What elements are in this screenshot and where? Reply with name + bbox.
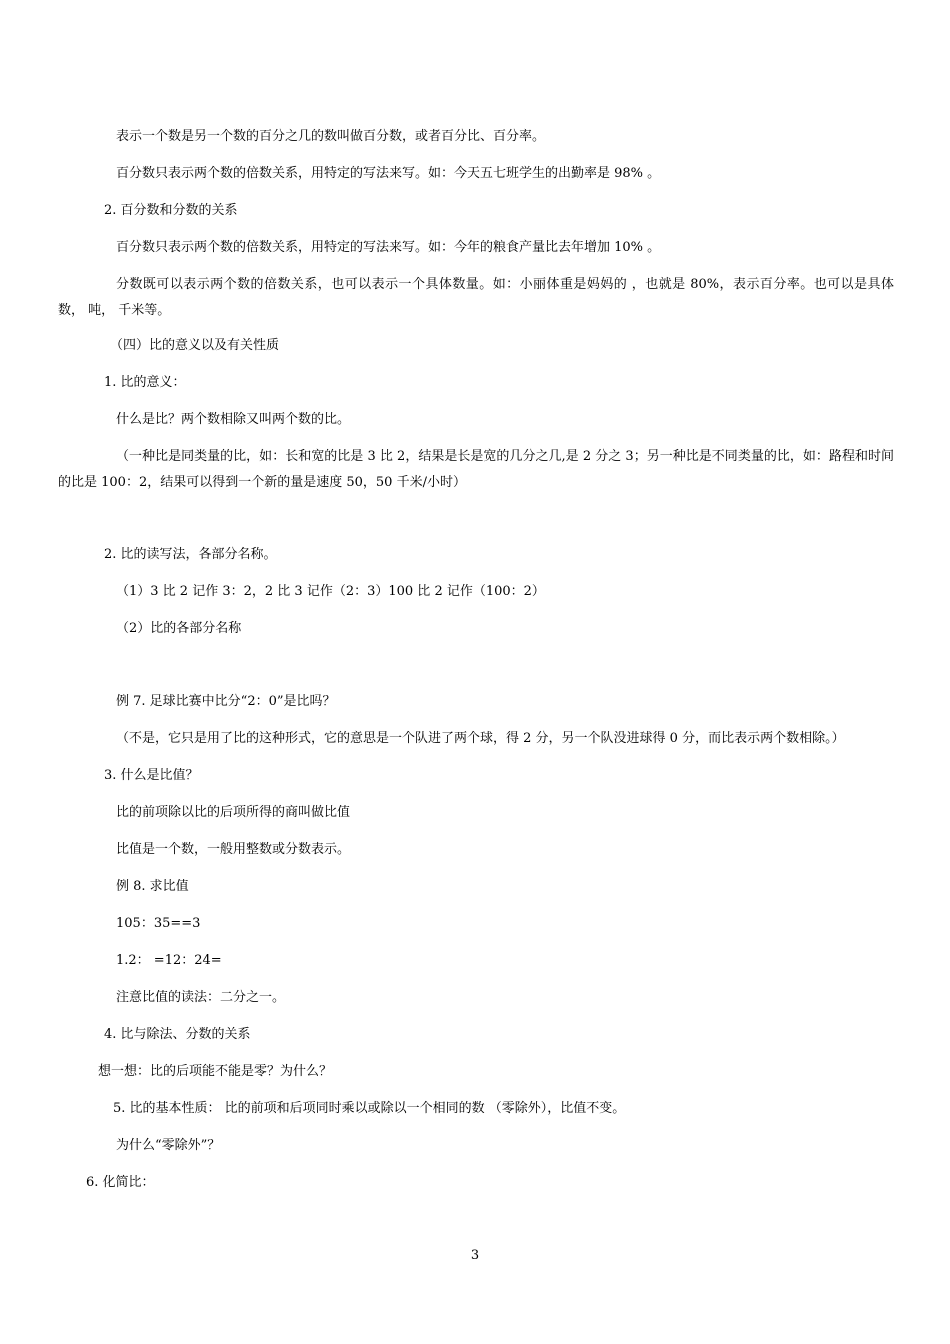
paragraph: 为什么“零除外”？ bbox=[116, 1138, 221, 1153]
paragraph: 比值是一个数，一般用整数或分数表示。 bbox=[116, 842, 351, 857]
page-number: 3 bbox=[470, 1248, 480, 1263]
paragraph: 1.2： =12：24= bbox=[116, 953, 222, 968]
paragraph: 注意比值的读法：二分之一。 bbox=[116, 990, 286, 1005]
paragraph: 分数既可以表示两个数的倍数关系，也可以表示一个具体数量。如：小丽体重是妈妈的 ，也就是 80%，表示百分率。也可以是具体数， 吨， 千米等。 bbox=[58, 277, 894, 318]
paragraph: （1）3 比 2 记作 3：2，2 比 3 记作（2：3）100 比 2 记作（100：2） bbox=[116, 584, 545, 599]
section-heading: 6. 化简比： bbox=[86, 1175, 155, 1190]
section-heading: （四）比的意义以及有关性质 bbox=[110, 338, 280, 353]
section-heading: 2. 比的读写法，各部分名称。 bbox=[104, 547, 277, 562]
paragraph: 例 7. 足球比赛中比分“2：0”是比吗？ bbox=[116, 694, 336, 709]
paragraph: （2）比的各部分名称 bbox=[116, 621, 242, 636]
paragraph: 百分数只表示两个数的倍数关系，用特定的写法来写。如：今天五七班学生的出勤率是 98% 。 bbox=[116, 166, 661, 181]
paragraph: 什么是比？两个数相除又叫两个数的比。 bbox=[116, 412, 351, 427]
paragraph: 百分数只表示两个数的倍数关系，用特定的写法来写。如：今年的粮食产量比去年增加 10% 。 bbox=[116, 240, 661, 255]
section-heading: 4. 比与除法、分数的关系 bbox=[104, 1027, 251, 1042]
paragraph: 想一想：比的后项能不能是零？为什么？ bbox=[98, 1064, 333, 1079]
section-heading: 3. 什么是比值？ bbox=[104, 768, 199, 783]
paragraph: 表示一个数是另一个数的百分之几的数叫做百分数，或者百分比、百分率。 bbox=[116, 129, 546, 144]
section-heading: 5. 比的基本性质： 比的前项和后项同时乘以或除以一个相同的数 （零除外），比值不变。 bbox=[113, 1101, 626, 1116]
paragraph: 105：35==3 bbox=[116, 916, 201, 931]
paragraph: 例 8. 求比值 bbox=[116, 879, 189, 894]
paragraph: （一种比是同类量的比，如：长和宽的比是 3 比 2，结果是长是宽的几分之几,是 2 分之 3；另一种比是不同类量的比，如：路程和时间的比是 100：2，结果可以得到一个新的量是速度 50，50 千米/小时） bbox=[58, 449, 894, 490]
section-heading: 2. 百分数和分数的关系 bbox=[104, 203, 238, 218]
paragraph: 比的前项除以比的后项所得的商叫做比值 bbox=[116, 805, 351, 820]
section-heading: 1. 比的意义： bbox=[104, 375, 186, 390]
paragraph: （不是，它只是用了比的这种形式，它的意思是一个队进了两个球，得 2 分，另一个队没进球得 0 分，而比表示两个数相除。） bbox=[116, 731, 845, 746]
